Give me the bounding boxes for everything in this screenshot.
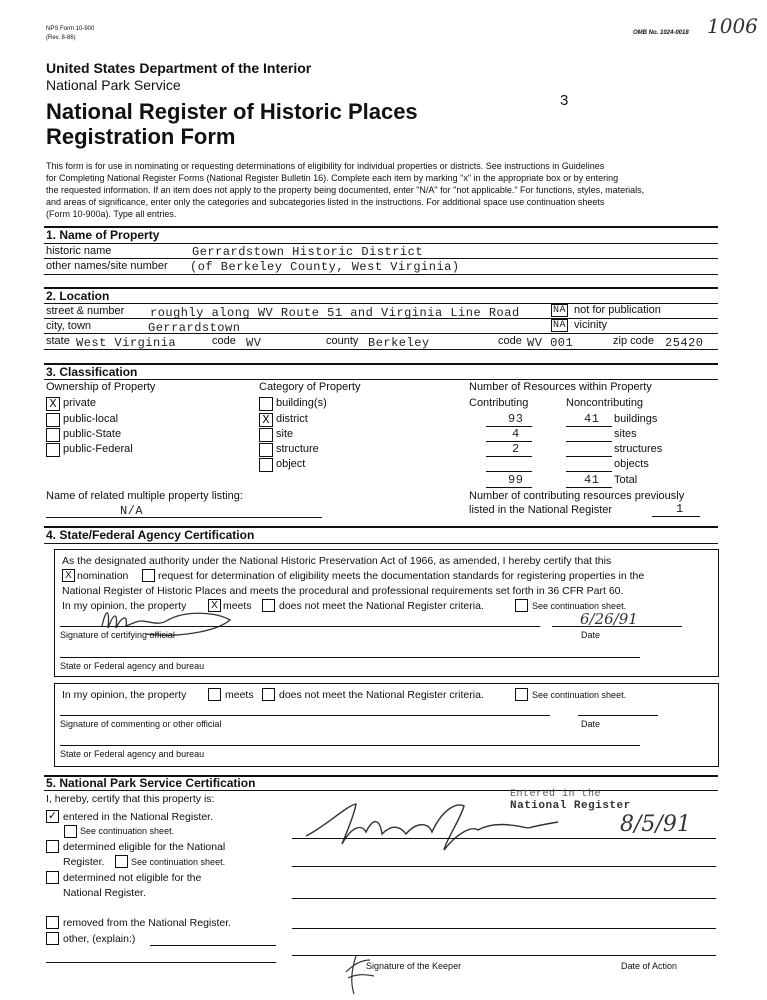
- buildings-label: buildings: [614, 413, 658, 425]
- zip-label: zip code: [613, 335, 654, 347]
- buildings-noncontributing[interactable]: 41: [584, 412, 600, 426]
- entered-stamp-line: National Register: [510, 800, 631, 812]
- see-continuation-label: See continuation sheet.: [80, 826, 175, 836]
- instructions-line: and areas of significance, enter only the categories and subcategories listed in the instructions. For additional space use continuation sheets: [46, 197, 605, 207]
- meets-checkbox-2[interactable]: [208, 688, 221, 701]
- determined-not-eligible-label-2: National Register.: [63, 887, 146, 899]
- opinion-text: In my opinion, the property: [62, 689, 187, 701]
- section-4-heading: 4. State/Federal Agency Certification: [46, 528, 255, 542]
- determined-eligible-checkbox[interactable]: [46, 840, 59, 853]
- buildings-contributing[interactable]: 93: [508, 412, 524, 426]
- instructions-line: This form is for use in nominating or requesting determinations of eligibility for individual properties or districts. See instructions in Guidelines: [46, 161, 605, 171]
- date-of-action-label: Date of Action: [621, 961, 678, 971]
- blank-line: [566, 471, 612, 472]
- divider: [44, 349, 718, 350]
- divider: [44, 790, 718, 791]
- category-structure-checkbox[interactable]: [259, 443, 273, 457]
- prev-listed-value[interactable]: 1: [676, 502, 684, 516]
- meets-checkbox[interactable]: X: [208, 599, 221, 612]
- blank-line: [150, 945, 276, 946]
- sites-label: sites: [614, 428, 637, 440]
- other-checkbox[interactable]: [46, 932, 59, 945]
- agency-subtitle: National Park Service: [46, 77, 181, 93]
- instructions-line: for Completing National Register Forms (National Register Bulletin 16). Complete each item by marking "x" in the appropriate box or by entering: [46, 173, 619, 183]
- sites-contributing[interactable]: 4: [512, 427, 520, 441]
- keeper-signature: [296, 796, 576, 856]
- see-continuation-checkbox-b[interactable]: [115, 855, 128, 868]
- agency-line: [60, 657, 640, 658]
- section-2-heading: 2. Location: [46, 289, 110, 303]
- date-label: Date: [581, 719, 601, 729]
- not-for-publication-label: not for publication: [574, 304, 661, 316]
- divider: [44, 363, 718, 365]
- keeper-initial: [340, 948, 380, 998]
- blank-line: [292, 866, 716, 867]
- signature-line: [60, 626, 540, 627]
- divider: [44, 287, 718, 289]
- state-code-value[interactable]: WV: [246, 336, 262, 350]
- section-3-heading: 3. Classification: [46, 365, 138, 379]
- multiple-listing-value[interactable]: N/A: [120, 504, 144, 518]
- county-code-label: code: [498, 335, 522, 347]
- blank-line: [486, 487, 532, 488]
- structures-label: structures: [614, 443, 663, 455]
- total-noncontributing[interactable]: 41: [584, 473, 600, 487]
- category-buildings-checkbox[interactable]: [259, 397, 273, 411]
- certification-date-value[interactable]: 6/26/91: [580, 610, 638, 628]
- blank-line: [486, 471, 532, 472]
- ownership-heading: Ownership of Property: [46, 381, 156, 393]
- instructions-line: the requested information. If an item does not apply to the property being documented, enter "N/A" for "not applicable." For functions, styles, materials,: [46, 185, 645, 195]
- ownership-public-local-checkbox[interactable]: [46, 413, 60, 427]
- blank-line: [652, 516, 700, 517]
- divider: [44, 333, 718, 334]
- city-value[interactable]: Gerrardstown: [148, 321, 241, 335]
- state-value[interactable]: West Virginia: [76, 336, 177, 350]
- divider: [44, 274, 718, 275]
- blank-line: [566, 441, 612, 442]
- ownership-public-local-label: public-local: [63, 413, 119, 425]
- contributing-heading: Contributing: [469, 397, 529, 409]
- see-continuation-label: See continuation sheet.: [131, 857, 226, 867]
- category-object-checkbox[interactable]: [259, 458, 273, 472]
- county-label: county: [326, 335, 359, 347]
- other-label: other, (explain:): [63, 933, 136, 945]
- does-not-meet-checkbox-2[interactable]: [262, 688, 275, 701]
- divider: [44, 243, 718, 244]
- see-continuation-checkbox-2[interactable]: [515, 688, 528, 701]
- blank-line: [486, 441, 532, 442]
- category-heading: Category of Property: [259, 381, 361, 393]
- category-object-label: object: [276, 458, 306, 470]
- see-continuation-checkbox-a[interactable]: [64, 825, 77, 838]
- blank-line: [486, 456, 532, 457]
- agency-line: [60, 745, 640, 746]
- ownership-public-federal-label: public-Federal: [63, 443, 133, 455]
- meets-label: meets: [225, 689, 254, 701]
- city-label: city, town: [46, 320, 92, 332]
- entered-checkbox[interactable]: ✓: [47, 810, 58, 822]
- category-buildings-label: building(s): [276, 397, 327, 409]
- determined-eligible-label-2: Register.: [63, 856, 105, 868]
- category-district-label: district: [276, 413, 308, 425]
- action-date-value[interactable]: 8/5/91: [620, 812, 691, 837]
- agency-label: State or Federal agency and bureau: [60, 749, 205, 759]
- date-label: Date: [581, 630, 601, 640]
- divider: [44, 258, 718, 259]
- ownership-private-checkbox[interactable]: X: [46, 397, 60, 411]
- entered-stamp-line: Entered in the: [510, 789, 602, 800]
- determined-eligible-label: determined eligible for the National: [63, 841, 226, 853]
- vicinity-box[interactable]: NA: [553, 320, 567, 331]
- historic-name-value[interactable]: Gerrardstown Historic District: [192, 245, 424, 259]
- total-label: Total: [614, 474, 638, 486]
- street-label: street & number: [46, 305, 125, 317]
- see-continuation-label: See continuation sheet.: [532, 690, 627, 700]
- handwritten-number: 1006: [707, 14, 758, 38]
- divider: [44, 318, 718, 319]
- state-code-label: code: [212, 335, 236, 347]
- section-5-heading: 5. National Park Service Certification: [46, 776, 256, 790]
- ownership-public-federal-checkbox[interactable]: [46, 443, 60, 457]
- vicinity-label: vicinity: [574, 319, 608, 331]
- blank-line: [46, 517, 322, 518]
- zip-value[interactable]: 25420: [665, 336, 704, 350]
- request-determination-checkbox[interactable]: [142, 569, 155, 582]
- certification-text: As the designated authority under the National Historic Preservation Act of 1966, as amended, I hereby certify that this: [62, 555, 612, 567]
- divider: [44, 543, 718, 544]
- blank-line: [566, 487, 612, 488]
- see-continuation-label: See continuation sheet.: [532, 601, 627, 611]
- blank-line: [566, 456, 612, 457]
- does-not-meet-checkbox[interactable]: [262, 599, 275, 612]
- blank-line: [292, 838, 716, 839]
- prev-listed-label: Number of contributing resources previously: [469, 490, 685, 502]
- blank-line: [46, 962, 276, 963]
- agency-title: United States Department of the Interior: [46, 60, 312, 76]
- certification-text: request for determination of eligibility meets the documentation standards for registering properties in the: [158, 570, 645, 582]
- category-site-checkbox[interactable]: [259, 428, 273, 442]
- keeper-signature-label: Signature of the Keeper: [366, 961, 462, 971]
- form-revision: (Rev. 8-86): [46, 35, 76, 41]
- structures-contributing[interactable]: 2: [512, 442, 520, 456]
- noncontributing-heading: Noncontributing: [566, 397, 644, 409]
- multiple-listing-label: Name of related multiple property listing:: [46, 490, 243, 502]
- opinion-text: In my opinion, the property: [62, 600, 187, 612]
- historic-name-label: historic name: [46, 245, 112, 257]
- prev-listed-label-2: listed in the National Register: [469, 504, 613, 516]
- form-subtitle: Registration Form: [46, 124, 236, 149]
- category-structure-label: structure: [276, 443, 319, 455]
- ownership-public-state-checkbox[interactable]: [46, 428, 60, 442]
- total-contributing[interactable]: 99: [508, 473, 524, 487]
- resources-heading: Number of Resources within Property: [469, 381, 652, 393]
- date-line: [578, 715, 658, 716]
- certification-text: National Register of Historic Places and meets the procedural and professional requirements set forth in 36 CFR Part 60.: [62, 585, 624, 597]
- form-title: National Register of Historic Places: [46, 99, 418, 124]
- other-names-label: other names/site number: [46, 260, 168, 272]
- section-1-heading: 1. Name of Property: [46, 228, 160, 242]
- category-site-label: site: [276, 428, 294, 440]
- date-line: [552, 626, 682, 627]
- objects-label: objects: [614, 458, 649, 470]
- does-not-meet-label: does not meet the National Register criteria.: [279, 600, 484, 612]
- blank-line: [292, 898, 716, 899]
- see-continuation-checkbox[interactable]: [515, 599, 528, 612]
- county-value[interactable]: Berkeley: [368, 336, 430, 350]
- determined-not-eligible-label: determined not eligible for the: [63, 872, 202, 884]
- category-district-checkbox[interactable]: X: [259, 413, 273, 427]
- other-names-value[interactable]: (of Berkeley County, West Virginia): [190, 260, 460, 274]
- blank-line: [566, 426, 612, 427]
- signature-line: [60, 715, 550, 716]
- nomination-label: nomination: [77, 570, 129, 582]
- divider: [44, 379, 718, 380]
- meets-label: meets: [223, 600, 252, 612]
- removed-label: removed from the National Register.: [63, 917, 232, 929]
- street-value[interactable]: roughly along WV Route 51 and Virginia Line Road: [150, 306, 520, 320]
- determined-not-eligible-checkbox[interactable]: [46, 871, 59, 884]
- entered-label: entered in the National Register.: [63, 811, 214, 823]
- agency-label: State or Federal agency and bureau: [60, 661, 205, 671]
- county-code-value[interactable]: WV 001: [527, 336, 574, 350]
- state-label: state: [46, 335, 70, 347]
- page-mark: 3: [560, 92, 569, 109]
- not-for-publication-box[interactable]: NA: [553, 305, 567, 316]
- does-not-meet-label: does not meet the National Register criteria.: [279, 689, 484, 701]
- omb-number: OMB No. 1024-0018: [633, 30, 689, 36]
- form-number: NPS Form 10-900: [46, 26, 95, 32]
- instructions-line: (Form 10-900a). Type all entries.: [46, 209, 177, 219]
- signature-label: Signature of commenting or other official: [60, 719, 222, 729]
- ownership-private-label: private: [63, 397, 97, 409]
- removed-checkbox[interactable]: [46, 916, 59, 929]
- signature-label: Signature of certifying official: [60, 630, 175, 640]
- nomination-checkbox[interactable]: X: [62, 569, 75, 582]
- nps-intro: I, hereby, certify that this property is:: [46, 793, 215, 805]
- blank-line: [292, 928, 716, 929]
- ownership-public-state-label: public-State: [63, 428, 122, 440]
- blank-line: [486, 426, 532, 427]
